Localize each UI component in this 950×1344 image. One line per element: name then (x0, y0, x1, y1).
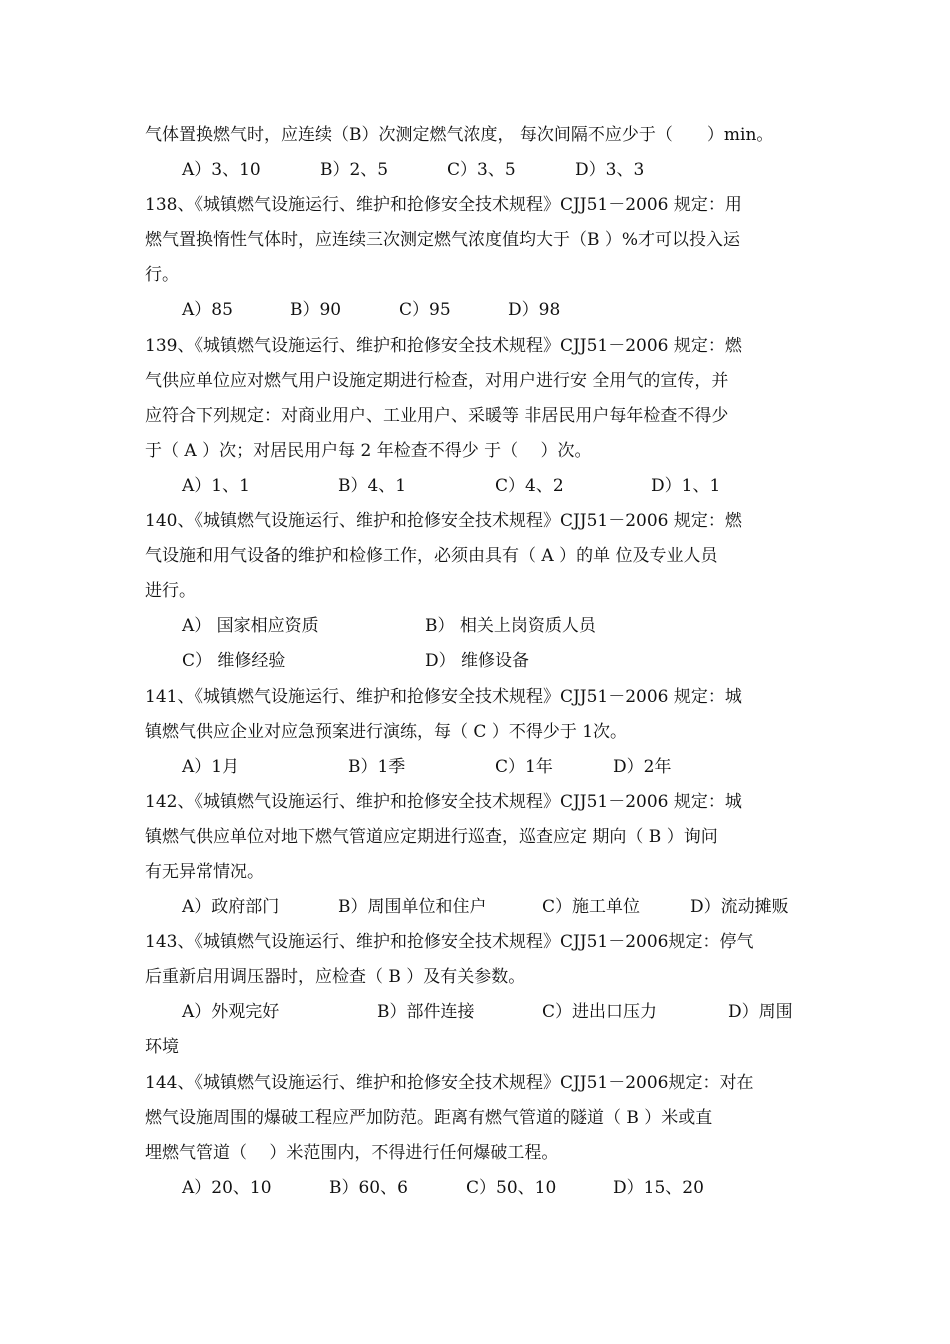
option-d: D）1、1 (651, 476, 721, 496)
option-a: A） 国家相应资质 (182, 616, 319, 636)
question-140-options-row-1 (182, 609, 822, 644)
option-b: B）1季 (348, 757, 406, 777)
question-137-options (182, 153, 822, 188)
question-139-line-1: 139、《城镇燃气设施运行、维护和抢修安全技术规程》CJJ51－2006 规定：燃 (145, 336, 742, 356)
option-d: D）流动摊贩 (690, 897, 789, 917)
question-137-text: 气体置换燃气时，应连续（B）次测定燃气浓度， 每次间隔不应少于（ ）min。 (145, 125, 774, 145)
option-c: C）1年 (495, 757, 553, 777)
option-b: B）部件连接 (377, 1002, 475, 1022)
option-d: D）2年 (613, 757, 672, 777)
question-139-options (182, 469, 822, 504)
option-d: D）98 (508, 300, 561, 320)
option-c: C）50、10 (466, 1178, 557, 1198)
question-140-line-1: 140、《城镇燃气设施运行、维护和抢修安全技术规程》CJJ51－2006 规定：燃 (145, 511, 742, 531)
question-144-line-3: 埋燃气管道（ ）米范围内，不得进行任何爆破工程。 (145, 1143, 559, 1163)
question-140-options-row-2 (182, 644, 822, 679)
question-138-line-2: 燃气置换惰性气体时，应连续三次测定燃气浓度值均大于（B ）%才可以投入运 (145, 230, 741, 250)
question-140-line-2: 气设施和用气设备的维护和检修工作，必须由具有（ A ）的单 位及专业人员 (145, 546, 718, 566)
question-144-line-2: 燃气设施周围的爆破工程应严加防范。距离有燃气管道的隧道（ B ）米或直 (145, 1108, 713, 1128)
question-143-option-wrap: 环境 (145, 1037, 179, 1057)
question-139-line-3: 应符合下列规定：对商业用户、工业用户、采暖等 非居民用户每年检查不得少 (145, 406, 729, 426)
question-141-line-1: 141、《城镇燃气设施运行、维护和抢修安全技术规程》CJJ51－2006 规定：城 (145, 687, 742, 707)
question-141-line-2: 镇燃气供应企业对应急预案进行演练，每（ C ）不得少于 1次。 (145, 722, 628, 742)
question-142-line-1: 142、《城镇燃气设施运行、维护和抢修安全技术规程》CJJ51－2006 规定：城 (145, 792, 742, 812)
option-a: A）1、1 (182, 476, 250, 496)
question-143-line-1: 143、《城镇燃气设施运行、维护和抢修安全技术规程》CJJ51－2006规定：停气 (145, 932, 754, 952)
question-140-line-3: 进行。 (145, 581, 196, 601)
option-c: C）4、2 (495, 476, 564, 496)
question-141-options (182, 750, 822, 785)
option-b: B）60、6 (329, 1178, 408, 1198)
option-a: A）85 (182, 300, 233, 320)
option-b: B）4、1 (338, 476, 407, 496)
question-143-options (182, 995, 822, 1030)
question-143-line-2: 后重新启用调压器时，应检查（ B ）及有关参数。 (145, 967, 526, 987)
option-d: D）周围 (728, 1002, 793, 1022)
option-c: C）3、5 (447, 160, 516, 180)
question-142-line-2: 镇燃气供应单位对地下燃气管道应定期进行巡查，巡查应定 期向（ B ）询问 (145, 827, 718, 847)
option-b: B） 相关上岗资质人员 (425, 616, 596, 636)
option-c: C）施工单位 (542, 897, 641, 917)
option-d: D） 维修设备 (425, 651, 530, 671)
question-142-options (182, 890, 822, 925)
option-a: A）外观完好 (182, 1002, 280, 1022)
question-138-options (182, 293, 822, 328)
option-d: D）15、20 (613, 1178, 704, 1198)
question-138-line-3: 行。 (145, 265, 179, 285)
question-142-line-3: 有无异常情况。 (145, 862, 264, 882)
option-a: A）3、10 (182, 160, 261, 180)
option-d: D）3、3 (575, 160, 645, 180)
option-c: C）进出口压力 (542, 1002, 658, 1022)
option-b: B）周围单位和住户 (338, 897, 487, 917)
option-c: C）95 (399, 300, 451, 320)
question-144-line-1: 144、《城镇燃气设施运行、维护和抢修安全技术规程》CJJ51－2006规定：对在 (145, 1073, 754, 1093)
question-138-line-1: 138、《城镇燃气设施运行、维护和抢修安全技术规程》CJJ51－2006 规定：用 (145, 195, 742, 215)
option-a: A）1月 (182, 757, 240, 777)
option-c: C） 维修经验 (182, 651, 286, 671)
question-139-line-2: 气供应单位应对燃气用户设施定期进行检查，对用户进行安 全用气的宣传，并 (145, 371, 729, 391)
option-b: B）90 (290, 300, 342, 320)
question-139-line-4: 于（ A ）次；对居民用户每 2 年检查不得少 于（ ）次。 (145, 441, 592, 461)
question-144-options (182, 1171, 822, 1206)
option-a: A）20、10 (182, 1178, 272, 1198)
option-a: A）政府部门 (182, 897, 280, 917)
option-b: B）2、5 (320, 160, 389, 180)
